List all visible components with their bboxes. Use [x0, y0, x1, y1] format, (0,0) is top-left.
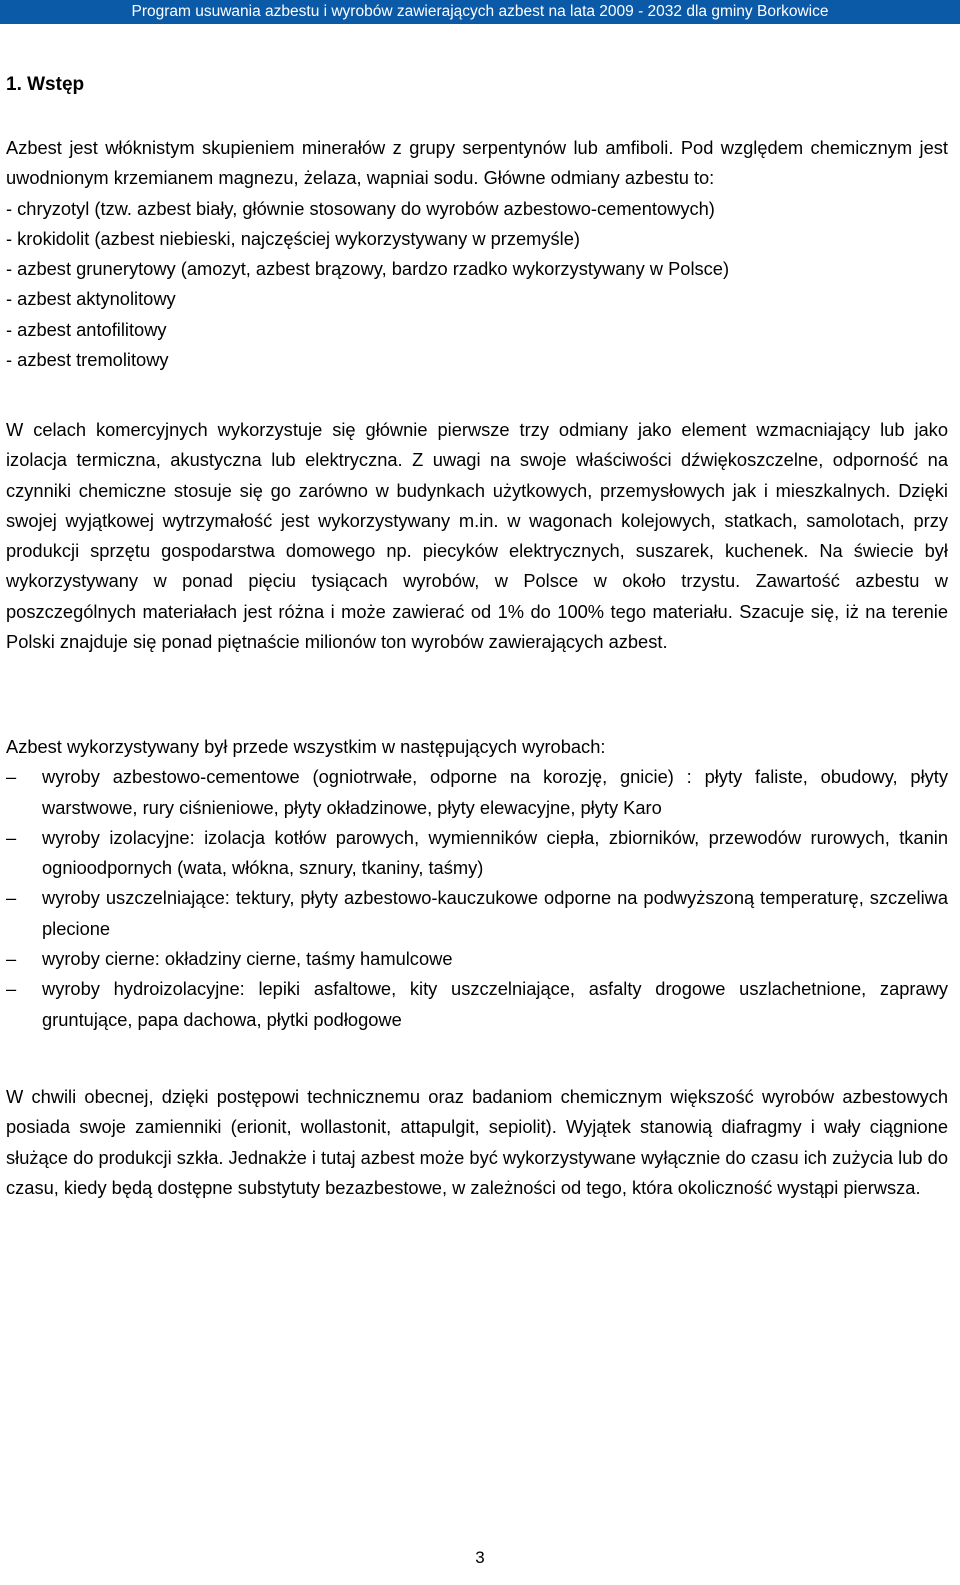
product-text: wyroby izolacyjne: izolacja kotłów parowych, wymienników ciepła, zbiorników, przewodów rurowych, tkanin ognioodpornych (wata, włókna, sznury, tkaniny, taśmy): [42, 826, 948, 879]
dash-bullet-icon: –: [6, 766, 17, 788]
substitutes-block: [6, 1082, 948, 1203]
product-text: wyroby cierne: okładziny cierne, taśmy hamulcowe: [42, 948, 453, 970]
dash-bullet-icon: –: [6, 948, 17, 970]
list-item: [6, 944, 948, 974]
page-number: 3: [475, 1548, 485, 1567]
variety-line: - azbest grunerytowy (amozyt, azbest brązowy, bardzo rzadko wykorzystywany w Polsce): [6, 258, 730, 280]
document-running-header: Program usuwania azbestu i wyrobów zawierających azbest na lata 2009 - 2032 dla gminy Borkowice: [0, 0, 960, 24]
products-list: [6, 762, 948, 1035]
list-item: [6, 974, 948, 1035]
variety-line: - krokidolit (azbest niebieski, najczęściej wykorzystywany w przemyśle): [6, 227, 581, 249]
list-item: [6, 762, 948, 823]
uses-block: [6, 415, 948, 657]
intro-block: [6, 133, 948, 375]
list-item: [6, 823, 948, 884]
uses-paragraph: W celach komercyjnych wykorzystuje się głównie pierwsze trzy odmiany jako element wzmacniający lub jako izolacja termiczna, akustyczna lub elektryczna. Z uwagi na swoje właściwości dźwiękoszczelne, odporność na czynniki chemiczne stosuje się go zarówno w budynkach użytkowych, przemysłowych jak i mieszkalnych. Dzięki swojej wyjątkowej wytrzymałość jest wykorzystywany m.in. w wagonach kolejowych, statkach, samolotach, przy produkcji sprzętu gospodarstwa domowego np. piecyków elektrycznych, suszarek, kuchenek. Na świecie był wykorzystywany w ponad pięciu tysiącach wyrobów, w Polsce w około trzystu. Zawartość azbestu w poszczególnych materiałach jest różna i może zawierać od 1% do 100% tego materiału. Szacuje się, iż na terenie Polski znajduje się ponad piętnaście milionów ton wyrobów zawierających azbest.: [6, 419, 948, 653]
dash-bullet-icon: –: [6, 978, 17, 1000]
list-item: [6, 883, 948, 944]
dash-bullet-icon: –: [6, 826, 17, 848]
products-intro: Azbest wykorzystywany był przede wszystkim w następujących wyrobach:: [6, 736, 606, 757]
variety-line: - azbest tremolitowy: [6, 349, 169, 371]
product-text: wyroby azbestowo-cementowe (ogniotrwałe, odporne na korozję, gnicie) : płyty faliste, obudowy, płyty warstwowe, rury ciśnieniowe, płyty okładzinowe, płyty elewacyjne, płyty Karo: [42, 766, 948, 818]
section-heading: 1. Wstęp: [6, 74, 85, 95]
product-text: wyroby uszczelniające: tektury, płyty azbestowo-kauczukowe odporne na podwyższoną temperaturę, szczeliwa plecione: [42, 887, 948, 939]
variety-line: - chryzotyl (tzw. azbest biały, głównie stosowany do wyrobów azbestowo-cementowych): [6, 197, 715, 219]
intro-paragraph: Azbest jest włóknistym skupieniem minerałów z grupy serpentynów lub amfiboli. Pod względem chemicznym jest uwodnionym krzemianem magnezu, żelaza, wapniai sodu. Główne odmiany azbestu to:: [6, 137, 948, 189]
substitutes-paragraph: W chwili obecnej, dzięki postępowi technicznemu oraz badaniom chemicznym większość wyrobów azbestowych posiada swoje zamienniki (erionit, wollastonit, attapulgit, sepiolit). Wyjątek stanowią diafragmy i wały ciągnione służące do produkcji szkła. Jednakże i tutaj azbest może być wykorzystywane wyłącznie do czasu ich zużycia lub do czasu, kiedy będą dostępne substytuty bezazbestowe, w zależności od tego, która okoliczność wystąpi pierwsza.: [6, 1086, 948, 1198]
variety-line: - azbest antofilitowy: [6, 318, 167, 340]
variety-line: - azbest aktynolitowy: [6, 288, 176, 310]
dash-bullet-icon: –: [6, 887, 17, 909]
products-block: [6, 732, 948, 1035]
product-text: wyroby hydroizolacyjne: lepiki asfaltowe, kity uszczelniające, asfalty drogowe uszlachetnione, zaprawy gruntujące, papa dachowa, płytki podłogowe: [42, 978, 948, 1030]
